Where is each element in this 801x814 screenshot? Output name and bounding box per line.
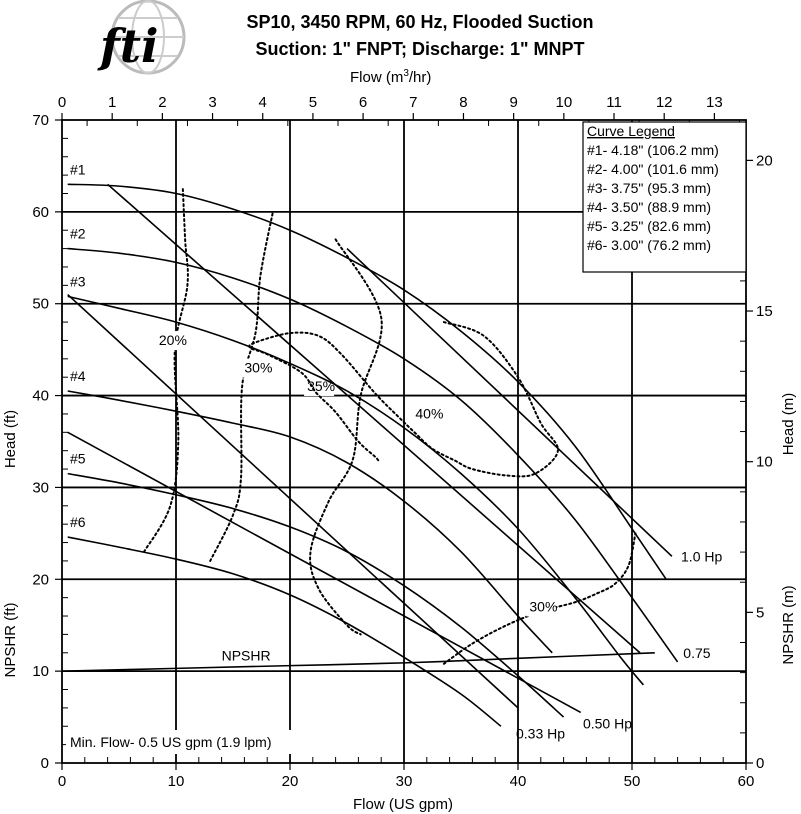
- y-tick-label: 50: [32, 295, 49, 313]
- legend-entry-2: #2- 4.00" (101.6 mm): [587, 161, 719, 177]
- efficiency-label: 30%: [529, 598, 558, 615]
- curve-label: #1: [69, 161, 86, 178]
- curve-label: #2: [69, 225, 86, 242]
- logo-text: fti: [100, 19, 159, 73]
- legend-entry-1: #1- 4.18" (106.2 mm): [587, 142, 719, 158]
- x-tick-label: 30: [395, 773, 413, 790]
- company-logo: [97, 1, 184, 73]
- legend-title: Curve Legend: [587, 123, 675, 139]
- x2-tick-label: 0: [57, 94, 67, 111]
- chart-title: SP10, 3450 RPM, 60 Hz, Flooded Suction: [246, 12, 594, 32]
- x2-tick-label: 12: [655, 94, 673, 111]
- x-tick-label: 10: [167, 773, 185, 790]
- legend-entry-5: #5- 3.25" (82.6 mm): [587, 218, 712, 234]
- x2-tick-label: 2: [158, 94, 167, 111]
- x2-tick-label: 5: [308, 94, 318, 111]
- power-label: 1.0 Hp: [681, 548, 723, 565]
- min-flow-annotation: Min. Flow- 0.5 US gpm (1.9 lpm): [70, 734, 272, 750]
- efficiency-contour-35pct: [310, 239, 382, 634]
- x-tick-label: 50: [623, 773, 641, 790]
- y-tick-label: 60: [32, 203, 49, 221]
- y2-tick-label: 20: [756, 152, 773, 170]
- y-axis-label-head: Head (ft): [2, 409, 19, 469]
- y-tick-label: 20: [32, 571, 49, 589]
- curve-label: #6: [69, 514, 86, 531]
- x-tick-label: 0: [57, 773, 67, 790]
- curve-label: #3: [69, 273, 86, 290]
- y2-tick-label: 10: [756, 453, 773, 471]
- legend-entry-4: #4- 3.50" (88.9 mm): [587, 199, 712, 215]
- chart-subtitle: Suction: 1" FNPT; Discharge: 1" MNPT: [255, 39, 585, 59]
- legend: [583, 122, 746, 272]
- x2-tick-label: 3: [208, 94, 217, 111]
- y2-axis-label-npshr: NPSHR (m): [780, 585, 797, 665]
- x-tick-label: 20: [281, 773, 299, 790]
- x2-tick-label: 11: [606, 94, 622, 111]
- y2-axis-label-head: Head (m): [780, 392, 797, 456]
- x2-tick-label: 6: [358, 94, 368, 111]
- power-line: [347, 249, 672, 557]
- power-label: 0.33 Hp: [516, 725, 566, 742]
- npshr-label: NPSHR: [221, 647, 271, 664]
- x2-tick-label: 7: [409, 94, 418, 111]
- x2-tick-label: 1: [108, 94, 117, 111]
- efficiency-contour-30pct: [210, 212, 273, 561]
- y-tick-label: 30: [32, 479, 49, 497]
- curve-label: #4: [69, 367, 86, 384]
- x2-tick-label: 8: [459, 94, 468, 111]
- power-line: [108, 184, 640, 652]
- efficiency-label: 20%: [158, 332, 187, 349]
- x-tick-label: 40: [509, 773, 527, 790]
- efficiency-label: 40%: [415, 405, 444, 422]
- y-tick-label: 70: [32, 112, 49, 129]
- x2-tick-label: 13: [706, 94, 723, 111]
- efficiency-label: 30%: [244, 359, 273, 376]
- x2-axis-label: Flow $(m^3/hr)$: [350, 68, 432, 86]
- y-tick-label: 0: [40, 755, 49, 772]
- x-axis-label: Flow (US gpm): [352, 796, 454, 813]
- curve-label: #5: [69, 450, 86, 467]
- y2-tick-label: 5: [756, 604, 765, 622]
- curve-1: [68, 184, 667, 579]
- power-label: 0.50 Hp: [582, 715, 633, 732]
- y2-tick-label: 0: [756, 755, 765, 772]
- y-tick-label: 40: [32, 387, 49, 405]
- curve-4: [68, 391, 553, 653]
- power-line: [68, 295, 518, 708]
- legend-entry-3: #3- 3.75" (95.3 mm): [587, 180, 712, 196]
- efficiency-label: 35%: [307, 377, 336, 394]
- x2-tick-label: 9: [509, 94, 518, 111]
- y-axis-label-npshr: NPSHR (ft): [2, 602, 19, 678]
- x2-tick-label: 4: [258, 94, 267, 111]
- x-tick-label: 60: [737, 773, 755, 790]
- npshr-curve: [62, 653, 655, 671]
- y2-tick-label: 15: [756, 303, 773, 321]
- legend-entry-6: #6- 3.00" (76.2 mm): [587, 237, 712, 253]
- x2-tick-label: 10: [555, 94, 573, 111]
- y-tick-label: 10: [32, 663, 49, 681]
- power-label: 0.75: [683, 644, 711, 661]
